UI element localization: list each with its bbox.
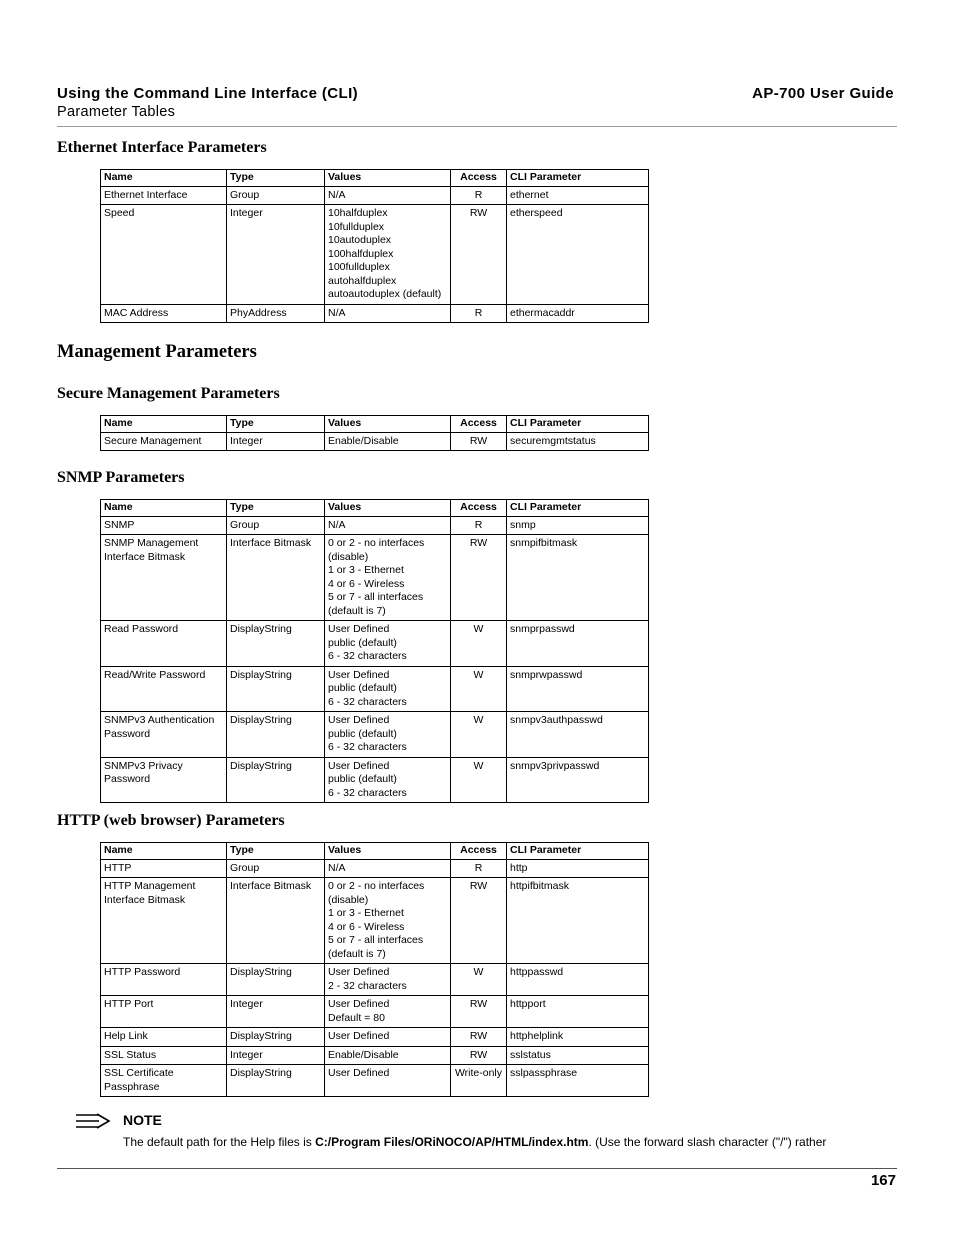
value-line: 6 - 32 characters [328,741,407,753]
cell-access: RW [451,535,507,621]
value-line: 6 - 32 characters [328,695,407,708]
column-header-type: Type [227,843,325,860]
cell-name: Speed [101,205,227,305]
value-line: autoautoduplex (default) [328,288,442,300]
cell-type: DisplayString [227,757,325,803]
cell-name: MAC Address [101,304,227,323]
cell-name: HTTP Port [101,996,227,1028]
section-heading-secure: Secure Management Parameters [57,385,280,402]
cell-values [325,757,451,803]
value-line: 6 - 32 characters [328,650,407,662]
cell-values [325,964,451,996]
cell-access: RW [451,996,507,1028]
cell-cli: http [507,859,649,878]
note-help-path: C:/Program Files/ORiNOCO/AP/HTML/index.htm [315,1135,589,1149]
table-row [101,666,649,712]
value-line: User Defined [328,759,390,772]
cell-type: Integer [227,432,325,451]
table-header-row [101,500,649,517]
table-row [101,757,649,803]
cell-access: R [451,186,507,205]
note-text-before: The default path for the Help files is [123,1135,316,1149]
cell-type: Interface Bitmask [227,878,325,964]
note-arrow-icon [75,1113,111,1129]
cell-cli: etherspeed [507,205,649,305]
cell-type: Interface Bitmask [227,535,325,621]
value-line: 6 - 32 characters [328,786,407,799]
table-row [101,535,649,621]
cell-values [325,535,451,621]
cell-name: Read/Write Password [101,666,227,712]
table-row [101,516,649,535]
cell-values [325,1028,451,1047]
table-header-row [101,416,649,433]
value-line: 10autoduplex [328,234,392,246]
column-header-access: Access [451,170,507,187]
value-line: User Defined [328,623,390,635]
cell-type: Group [227,516,325,535]
cell-values [325,432,451,451]
value-line: public (default) [328,727,397,740]
cell-values [325,859,451,878]
cell-access: RW [451,878,507,964]
cell-cli: ethernet [507,186,649,205]
cell-cli: httpifbitmask [507,878,649,964]
cell-cli: securemgmtstatus [507,432,649,451]
cell-cli: snmpv3authpasswd [507,712,649,758]
cell-access: RW [451,205,507,305]
table-row [101,304,649,323]
value-line: 1 or 3 - Ethernet [328,564,404,576]
value-line: 4 or 6 - Wireless [328,577,405,590]
value-line: Default = 80 [328,1011,385,1024]
table-row [101,712,649,758]
section-heading-ethernet: Ethernet Interface Parameters [57,139,267,156]
cell-cli: snmp [507,516,649,535]
table-row [101,1028,649,1047]
table-row [101,1065,649,1097]
cell-cli: httpport [507,996,649,1028]
cell-access: RW [451,1028,507,1047]
value-line: N/A [328,518,346,531]
cell-values [325,205,451,305]
column-header-access: Access [451,416,507,433]
column-header-name: Name [101,416,227,433]
cell-name: HTTP [101,859,227,878]
cell-access: R [451,516,507,535]
column-header-cli: CLI Parameter [507,416,649,433]
cell-access: W [451,757,507,803]
value-line: 4 or 6 - Wireless [328,920,405,933]
cell-access: W [451,621,507,667]
section-heading-snmp: SNMP Parameters [57,469,185,486]
note-text-after: . (Use the forward slash character ("/") rather [588,1135,827,1149]
cell-name: SNMPv3 Authentication Password [101,712,227,758]
cell-values [325,516,451,535]
value-line: User Defined [328,668,390,681]
cell-name: HTTP Password [101,964,227,996]
value-line: 10fullduplex [328,220,385,233]
column-header-type: Type [227,416,325,433]
value-line: autohalfduplex [328,274,397,287]
page-header-guide: AP-700 User Guide [752,85,894,102]
value-line: Enable/Disable [328,434,399,447]
value-line: public (default) [328,773,397,785]
column-header-name: Name [101,500,227,517]
column-header-type: Type [227,170,325,187]
table-row [101,621,649,667]
table-header-row [101,170,649,187]
cell-name: SNMPv3 Privacy Password [101,757,227,803]
value-line: User Defined [328,714,390,726]
column-header-values: Values [325,500,451,517]
cell-values [325,666,451,712]
value-line: public (default) [328,682,397,694]
column-header-access: Access [451,500,507,517]
cell-access: R [451,304,507,323]
cell-type: DisplayString [227,1065,325,1097]
value-line: 100fullduplex [328,261,390,273]
cell-access: W [451,964,507,996]
cell-name: Read Password [101,621,227,667]
cell-cli: snmpifbitmask [507,535,649,621]
cell-name: SNMP Management Interface Bitmask [101,535,227,621]
column-header-name: Name [101,170,227,187]
cell-access: W [451,666,507,712]
cell-name: SSL Status [101,1046,227,1065]
header-rule [57,126,897,127]
cell-name: HTTP Management Interface Bitmask [101,878,227,964]
cell-cli: httphelplink [507,1028,649,1047]
section-heading-management: Management Parameters [57,342,257,362]
value-line: 5 or 7 - all interfaces (default is 7) [328,934,424,960]
cell-type: Group [227,859,325,878]
cell-cli: sslstatus [507,1046,649,1065]
column-header-values: Values [325,170,451,187]
footer-rule [57,1168,897,1169]
table-row [101,186,649,205]
value-line: 100halfduplex [328,247,394,260]
value-line: 0 or 2 - no interfaces (disable) [328,880,425,906]
cell-access: RW [451,432,507,451]
table-row [101,205,649,305]
cell-name: Ethernet Interface [101,186,227,205]
cell-access: Write-only [451,1065,507,1097]
page-header-title: Using the Command Line Interface (CLI) [57,85,359,102]
column-header-name: Name [101,843,227,860]
value-line: Enable/Disable [328,1048,399,1061]
table-row [101,432,649,451]
cell-type: DisplayString [227,1028,325,1047]
cell-values [325,878,451,964]
column-header-values: Values [325,843,451,860]
column-header-type: Type [227,500,325,517]
note-text [123,1135,826,1149]
column-header-access: Access [451,843,507,860]
cell-cli: snmpv3privpasswd [507,757,649,803]
page-header-subtitle: Parameter Tables [57,104,176,120]
column-header-cli: CLI Parameter [507,500,649,517]
cell-cli: snmprpasswd [507,621,649,667]
value-line: 10halfduplex [328,207,388,219]
column-header-cli: CLI Parameter [507,170,649,187]
cell-type: Group [227,186,325,205]
cell-values [325,621,451,667]
value-line: public (default) [328,636,397,649]
cell-values [325,1046,451,1065]
cell-values [325,1065,451,1097]
column-header-cli: CLI Parameter [507,843,649,860]
value-line: N/A [328,188,346,201]
snmp-parameter-table [100,499,649,803]
http-parameter-table [100,842,649,1097]
cell-type: Integer [227,205,325,305]
note-label: NOTE [123,1112,162,1128]
table-row [101,1046,649,1065]
value-line: 5 or 7 - all interfaces (default is 7) [328,591,424,617]
section-heading-http: HTTP (web browser) Parameters [57,812,285,829]
cell-type: Integer [227,996,325,1028]
cell-cli: httppasswd [507,964,649,996]
cell-name: Help Link [101,1028,227,1047]
page-number: 167 [870,1172,896,1189]
cell-name: Secure Management [101,432,227,451]
cell-values [325,186,451,205]
cell-type: DisplayString [227,964,325,996]
ethernet-parameter-table [100,169,649,323]
cell-type: DisplayString [227,621,325,667]
table-row [101,964,649,996]
cell-access: W [451,712,507,758]
table-row [101,859,649,878]
table-row [101,878,649,964]
cell-cli: snmprwpasswd [507,666,649,712]
cell-cli: ethermacaddr [507,304,649,323]
table-header-row [101,843,649,860]
cell-type: Integer [227,1046,325,1065]
cell-values [325,304,451,323]
value-line: 2 - 32 characters [328,979,407,992]
cell-name: SSL Certificate Passphrase [101,1065,227,1097]
cell-type: DisplayString [227,666,325,712]
value-line: User Defined [328,1067,390,1079]
value-line: N/A [328,861,346,874]
cell-type: PhyAddress [227,304,325,323]
cell-values [325,712,451,758]
value-line: N/A [328,306,346,319]
cell-values [325,996,451,1028]
value-line: User Defined [328,998,390,1010]
value-line: User Defined [328,1030,390,1042]
value-line: 0 or 2 - no interfaces (disable) [328,537,425,563]
cell-access: RW [451,1046,507,1065]
cell-cli: sslpassphrase [507,1065,649,1097]
cell-name: SNMP [101,516,227,535]
column-header-values: Values [325,416,451,433]
cell-type: DisplayString [227,712,325,758]
value-line: 1 or 3 - Ethernet [328,907,404,919]
value-line: User Defined [328,966,390,978]
cell-access: R [451,859,507,878]
table-row [101,996,649,1028]
secure-management-parameter-table [100,415,649,451]
